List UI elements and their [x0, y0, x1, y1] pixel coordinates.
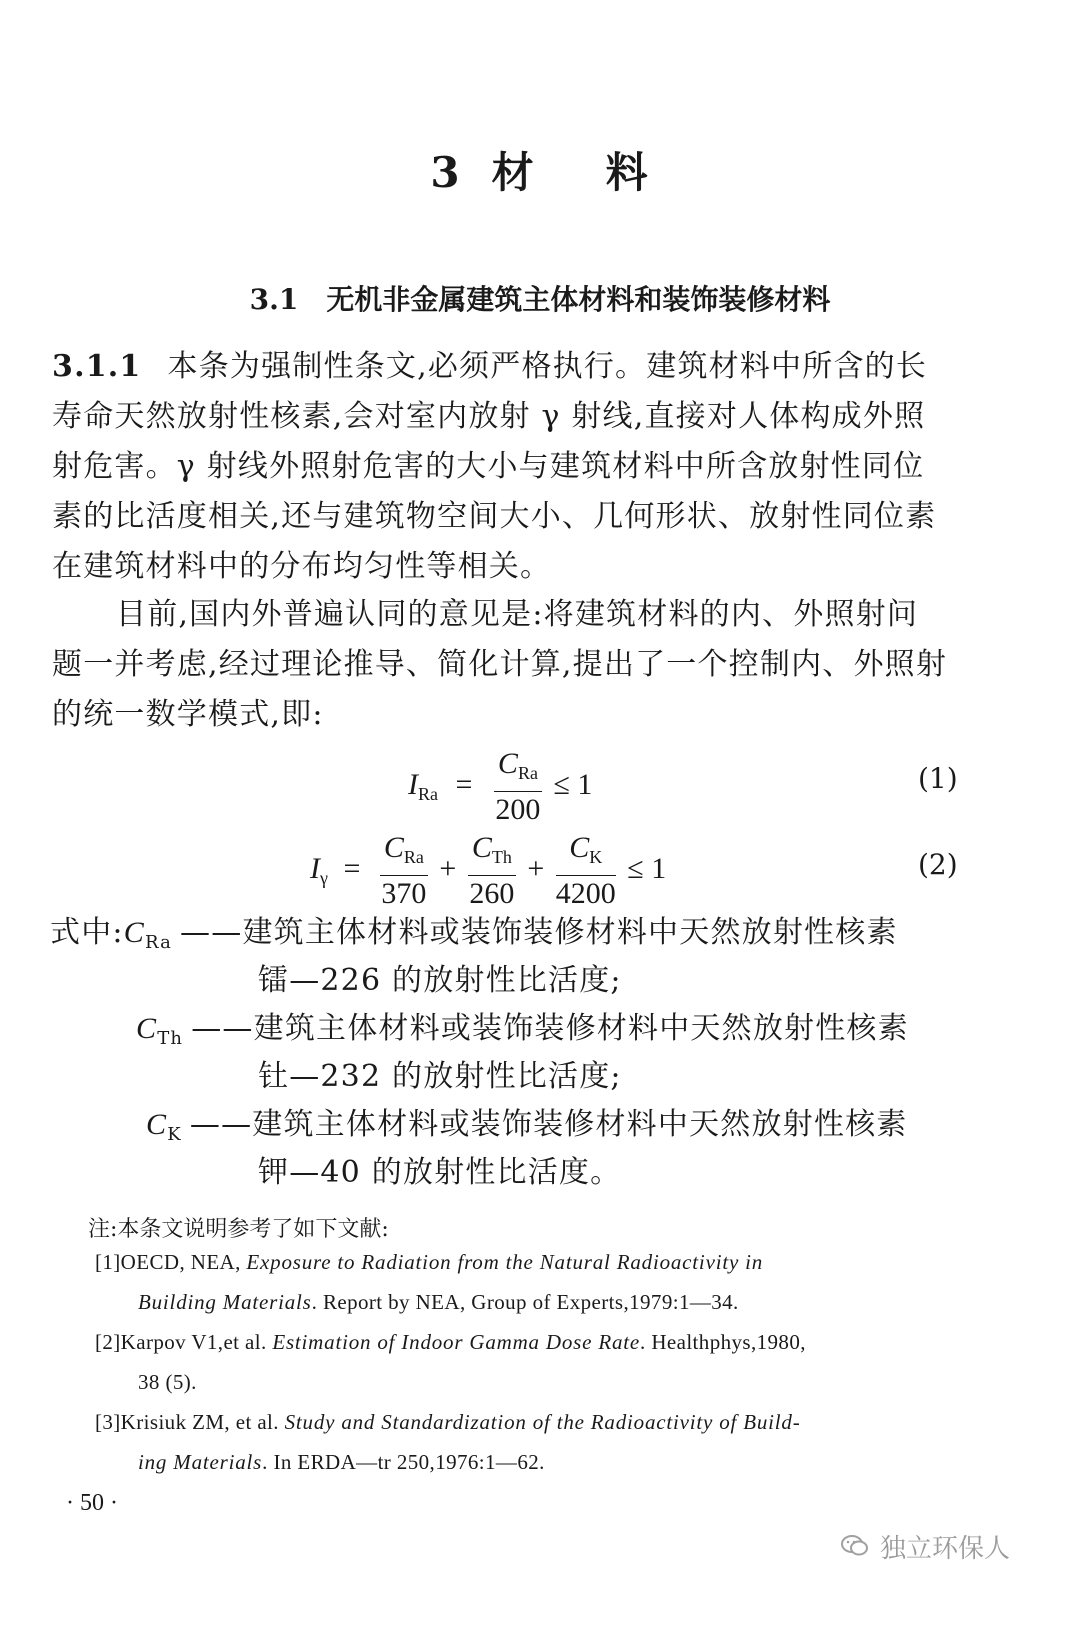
section-heading: [0, 278, 1080, 318]
watermark: [840, 1528, 1010, 1566]
var-1-line2: 镭—226 的放射性比活度;: [258, 963, 622, 998]
eq2-relation: ≤: [627, 851, 644, 885]
eq2-t1-sub: Ra: [403, 847, 424, 867]
var-3-line1: 建筑主体材料或装饰装修材料中天然放射性核素: [252, 1107, 908, 1142]
clause-line-5: 在建筑材料中的分布均匀性等相关。: [52, 549, 552, 584]
watermark-text: 独立环保人: [880, 1534, 1011, 1564]
eq2-t3-var: C: [569, 831, 590, 864]
para2-line-3: 的统一数学模式,即:: [52, 697, 324, 732]
chapter-title-part1: 材: [491, 148, 536, 197]
eq2-t3-sub: K: [589, 847, 603, 867]
eq2-equals: =: [343, 851, 361, 885]
ref-1-line2: [138, 1290, 739, 1314]
var-3-sub: K: [167, 1124, 182, 1145]
clause-line-3: 射危害。γ 射线外照射危害的大小与建筑材料中所含放射性同位: [52, 449, 925, 484]
ref-3-post: . In ERDA—tr 250,1976:1—62.: [262, 1450, 545, 1474]
para2-line-2: 题一并考虑,经过理论推导、简化计算,提出了一个控制内、外照射: [52, 647, 948, 682]
eq1-fraction: [494, 748, 542, 826]
chapter-title-part2: 料: [605, 148, 650, 197]
eq1-relation: ≤: [553, 767, 570, 801]
eq1-label: (1): [918, 762, 958, 795]
var-2-symbol: C: [136, 1012, 158, 1045]
ref-3-title1: Study and Standardization of the Radioactivity of Build-: [284, 1410, 801, 1434]
clause-text-1: 本条为强制性条文,必须严格执行。建筑材料中所含的长: [167, 349, 928, 384]
eq2-lhs-sub: γ: [320, 867, 328, 888]
eq1-num-var: C: [497, 747, 518, 780]
var-3-symbol: C: [146, 1108, 168, 1141]
eq1-lhs-var: I: [408, 767, 418, 801]
var-3-line2: 钾—40 的放射性比活度。: [258, 1155, 622, 1190]
var-def-2: [136, 1011, 909, 1054]
eq1-equals: =: [455, 767, 473, 801]
chapter-number: 3: [430, 148, 462, 197]
section-title: 无机非金属建筑主体材料和装饰装修材料: [326, 283, 831, 316]
ref-3-line1: [95, 1410, 801, 1434]
clause-number: 3.1.1: [52, 349, 142, 384]
eq2-t2-den: 260: [469, 877, 515, 910]
var-def-1: [50, 915, 898, 958]
clause-line-2: 寿命天然放射性核素,会对室内放射 γ 射线,直接对人体构成外照: [52, 399, 926, 434]
var-2-line2: 钍—232 的放射性比活度;: [258, 1059, 622, 1094]
var-2-line1: 建筑主体材料或装饰装修材料中天然放射性核素: [253, 1011, 909, 1046]
var-intro: 式中:: [50, 915, 124, 950]
ref-2-line2: 38 (5).: [138, 1370, 197, 1394]
eq1-lhs-sub: Ra: [418, 783, 438, 804]
ref-1-pre: [1]OECD, NEA,: [95, 1250, 247, 1274]
ref-2-line1: [95, 1330, 806, 1354]
eq2-lhs-var: I: [310, 851, 320, 885]
para2-line-1: 目前,国内外普遍认同的意见是:将建筑材料的内、外照射问: [116, 597, 919, 632]
eq2-fraction-3: [556, 832, 616, 910]
var-1-line1: 建筑主体材料或装饰装修材料中天然放射性核素: [242, 915, 898, 950]
ref-3-title2: ing Materials: [138, 1450, 263, 1474]
section-number: 3.1: [249, 283, 299, 316]
eq2-plus-2: +: [527, 851, 545, 885]
ref-1-line1: [95, 1250, 763, 1274]
var-1-dash: ——: [180, 915, 243, 950]
var-2-dash: ——: [191, 1011, 254, 1046]
notes-title: 注:本条文说明参考了如下文献:: [88, 1217, 389, 1242]
eq2-t3-den: 4200: [555, 877, 616, 910]
eq2-fraction-1: [380, 832, 428, 910]
equation-1: [408, 748, 592, 826]
eq2-t1-den: 370: [381, 877, 427, 910]
var-def-3: [146, 1107, 908, 1150]
eq2-plus-1: +: [439, 851, 457, 885]
ref-2-title1: Estimation of Indoor Gamma Dose Rate: [272, 1330, 641, 1354]
wechat-icon: [840, 1533, 870, 1566]
eq2-t2-sub: Th: [491, 847, 512, 867]
clause-line-1: [52, 349, 928, 384]
eq1-num-sub: Ra: [517, 763, 538, 783]
ref-2-pre: [2]Karpov V1,et al.: [95, 1330, 273, 1354]
eq2-fraction-2: [468, 832, 516, 910]
var-1-sub: Ra: [144, 932, 173, 953]
eq2-label: (2): [918, 848, 958, 881]
equation-2: [310, 832, 666, 910]
clause-line-4: 素的比活度相关,还与建筑物空间大小、几何形状、放射性同位素: [52, 499, 937, 534]
eq2-t2-var: C: [471, 831, 492, 864]
ref-1-post: . Report by NEA, Group of Experts,1979:1—34.: [311, 1290, 739, 1314]
ref-1-title1: Exposure to Radiation from the Natural Radioactivity in: [246, 1250, 764, 1274]
var-1-symbol: C: [123, 916, 145, 949]
ref-3-line2: [138, 1450, 545, 1474]
var-3-dash: ——: [189, 1107, 253, 1142]
ref-1-title2: Building Materials: [138, 1290, 312, 1314]
eq2-rhs: 1: [651, 851, 667, 885]
var-2-sub: Th: [157, 1028, 184, 1049]
eq1-rhs: 1: [577, 767, 593, 801]
eq2-t1-var: C: [383, 831, 404, 864]
ref-2-mid: . Healthphys,1980,: [640, 1330, 806, 1354]
page-number: · 50 ·: [66, 1490, 118, 1516]
chapter-heading: [0, 140, 1080, 200]
eq1-denominator: 200: [495, 793, 541, 826]
ref-3-pre: [3]Krisiuk ZM, et al.: [95, 1410, 285, 1434]
